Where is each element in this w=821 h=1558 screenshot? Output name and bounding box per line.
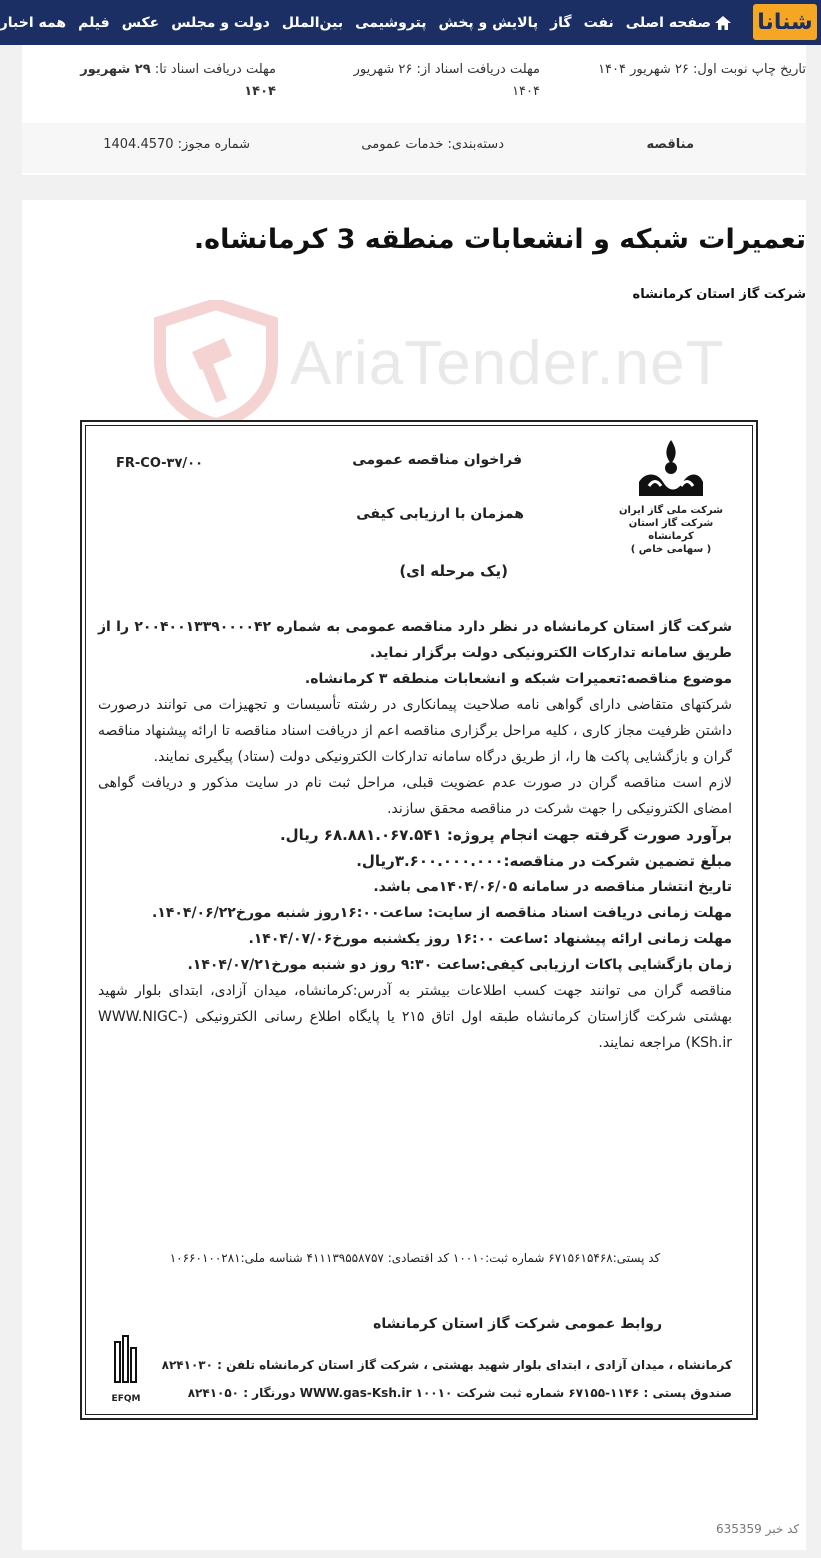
- tender-type: مناقصه: [646, 137, 694, 152]
- doc-from: [354, 59, 540, 103]
- article-card: [22, 200, 806, 1550]
- watermark-text: AriaTender.neT: [290, 329, 725, 398]
- article-title: تعمیرات شبکه و انشعابات منطقه 3 کرمانشاه.: [193, 224, 806, 255]
- notice-paragraph: برآورد صورت گرفته جهت انجام پروژه: ۶۸.۸۸۱.۰۶۷.۵۴۱ ریال.: [279, 826, 732, 844]
- nav-item-all-news[interactable]: همه اخبار: [0, 14, 67, 31]
- nav-item-video[interactable]: فیلم: [78, 14, 110, 31]
- notice-paragraph: موضوع مناقصه:تعمیرات شبکه و انشعابات منطقه ۳ کرمانشاه.: [304, 671, 732, 687]
- notice-paragraph: مهلت زمانی دریافت اسناد مناقصه از سایت: ساعت۱۶:۰۰روز شنبه مورخ۱۴۰۴/۰۶/۲۲.: [151, 905, 732, 921]
- tender-category: دسته‌بندی: خدمات عمومی: [361, 137, 504, 152]
- org-line-2: شرکت گاز استان کرمانشاه: [628, 518, 714, 542]
- flame-emblem-icon: [635, 438, 707, 500]
- notice-paragraph: لازم است مناقصه گران در صورت عدم عضویت قبلی، مراحل ثبت نام در سایت مذکور و دریافت گواهی امضای الکترونیکی را جهت شرکت در مناقصه محقق سازند.: [98, 775, 732, 817]
- tender-meta-card: [22, 45, 806, 175]
- notice-paragraph: مهلت زمانی ارائه پیشنهاد :ساعت ۱۶:۰۰ روز یکشنبه مورخ۱۴۰۴/۰۷/۰۶.: [248, 931, 732, 947]
- with-eval-heading: همزمان با ارزیابی کیفی: [356, 506, 524, 522]
- notice-paragraph: تاریخ انتشار مناقصه در سامانه ۱۴۰۴/۰۶/۰۵می باشد.: [373, 879, 732, 895]
- doc-to-label: مهلت دریافت اسناد تا:: [154, 62, 276, 77]
- notice-paragraph: شرکتهای متقاضی دارای گواهی نامه صلاحیت پیمانکاری در رشته تأسیسات و تجهیزات می توانند درصورت داشتن ظرفیت مجاز کاری ، کلیه مراحل برگزاری مناقصه اعم از دریافت اسناد مناقصه تا ارائه پیشنهاد مناقصه گران و بازگشایی پاکت ها را، از طریق درگاه سامانه تدارکات الکترونیکی دولت (ستاد) پیگیری نمایند.: [98, 697, 732, 765]
- notice-paragraph: مبلغ تضمین شرکت در مناقصه:۳.۶۰۰.۰۰۰.۰۰۰ریال.: [356, 852, 732, 870]
- nav-item-home[interactable]: [626, 15, 731, 31]
- doc-to: [80, 59, 276, 103]
- nav-item-petrochemical[interactable]: پتروشیمی: [355, 14, 427, 31]
- org-line-1: شرکت ملی گاز ایران: [619, 505, 723, 516]
- notice-body: [98, 614, 732, 1056]
- tender-info-row: [22, 123, 806, 173]
- doc-to-value: ۲۹ شهریور: [80, 62, 151, 77]
- nav-item-international[interactable]: بین‌الملل: [281, 14, 344, 31]
- nav-item-gas[interactable]: گاز: [550, 14, 572, 31]
- doc-to-year: ۱۴۰۴: [244, 84, 276, 99]
- nav-menu: [0, 0, 731, 45]
- top-navigation-bar: [0, 0, 821, 45]
- nav-item-label: صفحه اصلی: [625, 14, 711, 31]
- watermark-shield-icon: [152, 300, 280, 428]
- efqm-badge: [106, 1334, 146, 1404]
- home-icon: [715, 16, 731, 30]
- nav-item-oil[interactable]: نفت: [583, 14, 614, 31]
- tender-dates-row: [22, 45, 806, 121]
- postal-info: کد پستی:۶۷۱۵۶۱۵۴۶۸ شماره ثبت:۱۰۰۱۰ کد اقتصادی: ۴۱۱۱۳۹۵۵۸۷۵۷ شناسه ملی:۱۰۶۶۰۱۰۰۲۸۱: [169, 1251, 661, 1265]
- print-date: تاریخ چاپ نوبت اول: ۲۶ شهریور ۱۴۰۴: [598, 62, 806, 77]
- pr-contact: صندوق پستی : ۱۱۴۶-۶۷۱۵۵ شماره ثبت شرکت ۱۰۰۱۰ WWW.gas-Ksh.ir دورنگار : ۸۲۴۱۰۵۰: [187, 1386, 732, 1400]
- pr-title: روابط عمومی شرکت گاز استان کرمانشاه: [373, 1316, 662, 1332]
- stage-heading: (یک مرحله ای): [399, 562, 508, 580]
- nav-item-refining[interactable]: پالایش و پخش: [438, 14, 539, 31]
- efqm-logo-icon: [111, 1334, 141, 1386]
- nav-item-government[interactable]: دولت و مجلس: [171, 14, 270, 31]
- article-company: شرکت گاز استان کرمانشاه: [632, 287, 806, 302]
- news-code: کد خبر 635359: [716, 1522, 800, 1536]
- doc-from-label: مهلت دریافت اسناد از: ۲۶ شهریور: [353, 62, 540, 77]
- doc-from-year: ۱۴۰۴: [512, 84, 540, 99]
- call-heading: فراخوان مناقصه عمومی: [352, 452, 522, 468]
- notice-paragraph: شرکت گاز استان کرمانشاه در نظر دارد مناقصه عمومی به شماره ۲۰۰۴۰۰۱۳۳۹۰۰۰۰۴۲ را از طریق سامانه تدارکات الکترونیکی دولت برگزار نماید.: [98, 619, 732, 661]
- site-logo-text: شنانا: [757, 9, 813, 35]
- license-number: شماره مجوز: 1404.4570: [103, 137, 250, 152]
- efqm-label: EFQM: [111, 1394, 141, 1404]
- watermark: [152, 300, 772, 430]
- notice-paragraph: مناقصه گران می توانند جهت کسب اطلاعات بیشتر به آدرس:کرمانشاه، میدان آزادی، ابتدای بلوار شهید بهشتی شرکت گازاستان کرمانشاه طبقه اول اتاق ۲۱۵ یا پایگاه اطلاع رسانی الکترونیکی (WWW.NIGC-KSh.ir) مراجعه نمایند.: [98, 983, 732, 1051]
- nav-item-photo[interactable]: عکس: [121, 14, 160, 31]
- form-code: FR-CO-۳۷/۰۰: [116, 456, 204, 471]
- tender-notice-frame: [85, 425, 753, 1415]
- org-logo: [616, 438, 726, 555]
- pr-address: کرمانشاه ، میدان آزادی ، ابتدای بلوار شهید بهشتی ، شرکت گاز استان کرمانشاه تلفن : ۸۲۴۱۰۳۰: [161, 1358, 732, 1372]
- notice-paragraph: زمان بازگشایی پاکات ارزیابی کیفی:ساعت ۹:۳۰ روز دو شنبه مورخ۱۴۰۴/۰۷/۲۱.: [187, 957, 732, 973]
- site-logo[interactable]: [753, 4, 817, 40]
- org-line-3: ( سهامی خاص ): [630, 544, 712, 555]
- tender-notice-image: [80, 420, 758, 1420]
